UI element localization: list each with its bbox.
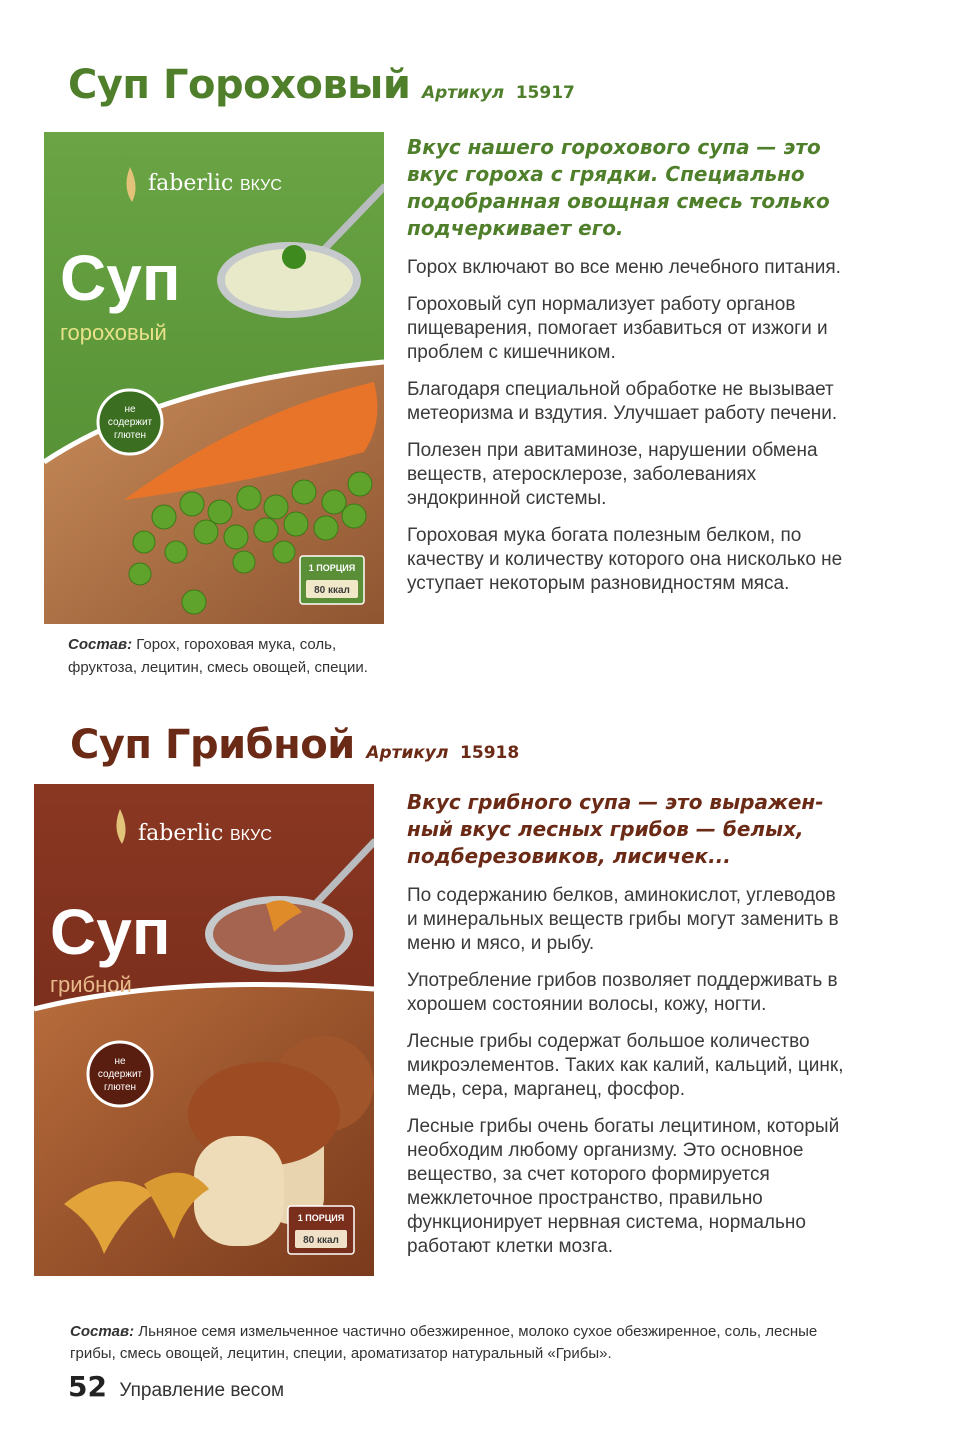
pea-pack-variant: гороховый: [60, 320, 167, 345]
pea-paragraph: Полезен при авитаминозе, нарушении обмена веществ, атеросклерозе, заболеваниях эндокринной системы.: [407, 440, 818, 509]
pea-paragraph: Гороховая мука богата полезным белком, по качеству и количеству которого она нисколько не уступает некоторым разновидностям мяса.: [407, 525, 843, 594]
mushroom-paragraph: Употребление грибов позволяет поддерживать в хорошем состоянии волосы, кожу, ногти.: [407, 970, 838, 1015]
mushroom-pack-brand-sub: ВКУС: [230, 827, 272, 844]
pea-badge-line3: глютен: [113, 430, 147, 441]
mushroom-badge-line2: содержит: [97, 1069, 143, 1080]
pea-pack-brand-sub: ВКУС: [240, 177, 282, 194]
mushroom-kcal: 80 ккал: [303, 1235, 339, 1246]
mushroom-paragraph: Лесные грибы очень богаты лецитином, который необходим любому организму. Это основное вещество, за счет которого формируется межклеточное пространство, правильно функционирует нервная система, нормально работают клетки мозга.: [407, 1116, 840, 1257]
mushroom-paragraph: Лесные грибы содержат большое количество микроэлементов. Таких как калий, кальций, цинк, медь, сера, марганец, фосфор.: [407, 1031, 844, 1100]
mushroom-portion: 1 ПОРЦИЯ: [297, 1213, 345, 1223]
pea-composition-text: Горох, гороховая мука, соль, фруктоза, лецитин, смесь овощей, специи.: [68, 636, 368, 676]
pea-pack-brand: faberlic: [148, 171, 234, 196]
pea-kcal: 80 ккал: [314, 585, 350, 596]
mushroom-badge-line3: глютен: [103, 1082, 137, 1093]
page-footer: [68, 1370, 284, 1403]
mushroom-article-label: Артикул: [366, 743, 449, 763]
pea-title-text: Суп Гороховый: [68, 62, 411, 108]
mushroom-pack-variant: грибной: [50, 972, 132, 997]
pea-paragraph: Гороховый суп нормализует работу органов пищеварения, помогает избавиться от изжоги и проблем с кишечником.: [407, 294, 828, 363]
pea-composition-label: Состав:: [68, 636, 133, 653]
pea-badge-line1: не: [124, 404, 136, 415]
pea-paragraph: Горох включают во все меню лечебного питания.: [407, 257, 841, 278]
pea-paragraph: Благодаря специальной обработке не вызывает метеоризма и вздутия. Улучшает работу печени.: [407, 379, 838, 424]
mushroom-title: [70, 722, 519, 768]
pea-badge-line2: содержит: [107, 417, 153, 428]
pea-article-label: Артикул: [421, 83, 505, 103]
pea-title: [68, 62, 575, 108]
mushroom-pack-name: Суп: [50, 896, 171, 968]
mushroom-article-number: 15918: [460, 743, 520, 763]
mushroom-title-text: Суп Грибной: [70, 722, 355, 768]
mushroom-composition-text: Льняное семя измельченное частично обезжиренное, молоко сухое обезжиренное, соль, лесные грибы, смесь овощей, лецитин, специи, ароматизатор натуральный «Грибы».: [70, 1323, 818, 1362]
mushroom-composition-label: Состав:: [70, 1323, 135, 1340]
mushroom-badge-line1: не: [114, 1056, 126, 1067]
mushroom-lead: Вкус грибного супа — это выраженный вкус лесных грибов — белых, подберезовиков, лисичек...: [407, 790, 824, 868]
page-number: 52: [68, 1370, 107, 1403]
pea-article-number: 15917: [515, 83, 575, 103]
pea-composition: [68, 633, 386, 679]
mushroom-soup-package-image: [34, 784, 374, 1276]
section-name: Управление весом: [119, 1380, 285, 1401]
mushroom-description: [407, 789, 847, 1272]
pea-lead: Вкус нашего горохового супа — это вкус гороха с грядки. Специально подобранная овощная смесь только подчеркивает его.: [407, 135, 830, 240]
mushroom-paragraph: По содержанию белков, аминокислот, углеводов и минеральных веществ грибы могут заменить в меню и мясо, и рыбу.: [407, 885, 839, 954]
pea-soup-package-image: [44, 132, 384, 624]
pea-description: [407, 134, 847, 609]
pea-pack-name: Суп: [60, 242, 181, 314]
mushroom-pack-brand: faberlic: [138, 821, 224, 846]
pea-portion: 1 ПОРЦИЯ: [308, 563, 356, 573]
mushroom-composition: [70, 1321, 850, 1365]
